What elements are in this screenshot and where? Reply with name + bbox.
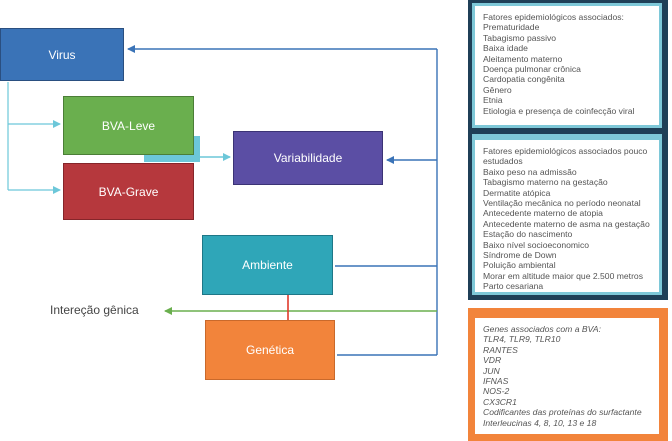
panel-line: NOS-2 xyxy=(483,386,510,397)
panel-line: Poluição ambiental xyxy=(483,260,556,271)
panel-line: Tabagismo materno na gestação xyxy=(483,177,608,188)
panel-line: Genes associados com a BVA: xyxy=(483,324,601,334)
panel-line: Etnia xyxy=(483,95,503,106)
panel-line: VDR xyxy=(483,355,502,366)
panel-line: Antecedente materno de asma na gestação xyxy=(483,218,650,229)
panel-line: TLR4, TLR9, TLR10 xyxy=(483,334,561,345)
panel-line: Dermatite atópica xyxy=(483,187,551,198)
panel-line: Ventilação mecânica no período neonatal xyxy=(483,198,641,209)
panel-line: Morar em altitude maior que 2.500 metros xyxy=(483,270,644,281)
genetica-label: Genética xyxy=(245,343,295,357)
bva-grave-label: BVA-Grave xyxy=(98,184,159,199)
panel-line: estudados xyxy=(483,156,523,167)
bva-leve-label: BVA-Leve xyxy=(101,118,156,133)
panel-line: Fatores epidemiológicos associados: xyxy=(483,12,624,22)
panel-line: CX3CR1 xyxy=(483,396,517,407)
panel-line: Síndrome de Down xyxy=(483,250,557,261)
panel-line: Aleitamento materno xyxy=(483,53,563,64)
panel-line: Doença pulmonar crônica xyxy=(483,64,581,75)
panel-line: Fatores epidemiológicos associados pouco xyxy=(483,146,648,156)
genetica-node xyxy=(205,320,335,380)
panel-line: Prematuridade xyxy=(483,22,540,33)
panel-line: Cardopatia congênita xyxy=(483,74,565,85)
bva-grave-node xyxy=(63,163,194,220)
gene-interaction-label: Intereção gênica xyxy=(50,303,139,317)
ambiente-label: Ambiente xyxy=(242,258,293,272)
variabilidade-node xyxy=(233,131,383,185)
panel-line: RANTES xyxy=(483,344,518,355)
panel-line: Estação do nascimento xyxy=(483,229,573,240)
panel-line: IFNAS xyxy=(483,376,509,387)
panel-line: Etiologia e presença de coinfecção viral xyxy=(483,105,635,116)
virus-node xyxy=(0,28,124,81)
panel-line: Tabagismo passivo xyxy=(483,32,557,43)
virus-label: Virus xyxy=(48,47,76,62)
panel-line: Baixa idade xyxy=(483,43,528,54)
panel-line: Codificantes das proteínas do surfactante xyxy=(483,407,642,418)
panel-line: Gênero xyxy=(483,84,512,95)
panel-line: JUN xyxy=(483,365,500,376)
variabilidade-label: Variabilidade xyxy=(273,151,343,165)
ambiente-node xyxy=(202,235,333,295)
bva-leve-node xyxy=(63,96,194,155)
panel-line: Parto cesariana xyxy=(483,281,544,292)
panel-line: Interleucinas 4, 8, 10, 13 e 18 xyxy=(483,417,597,428)
panel-line: Antecedente materno de atopia xyxy=(483,208,603,219)
panel-line: Baixo peso na admissão xyxy=(483,166,577,177)
panel-line: Baixo nível socioeconomico xyxy=(483,239,590,250)
